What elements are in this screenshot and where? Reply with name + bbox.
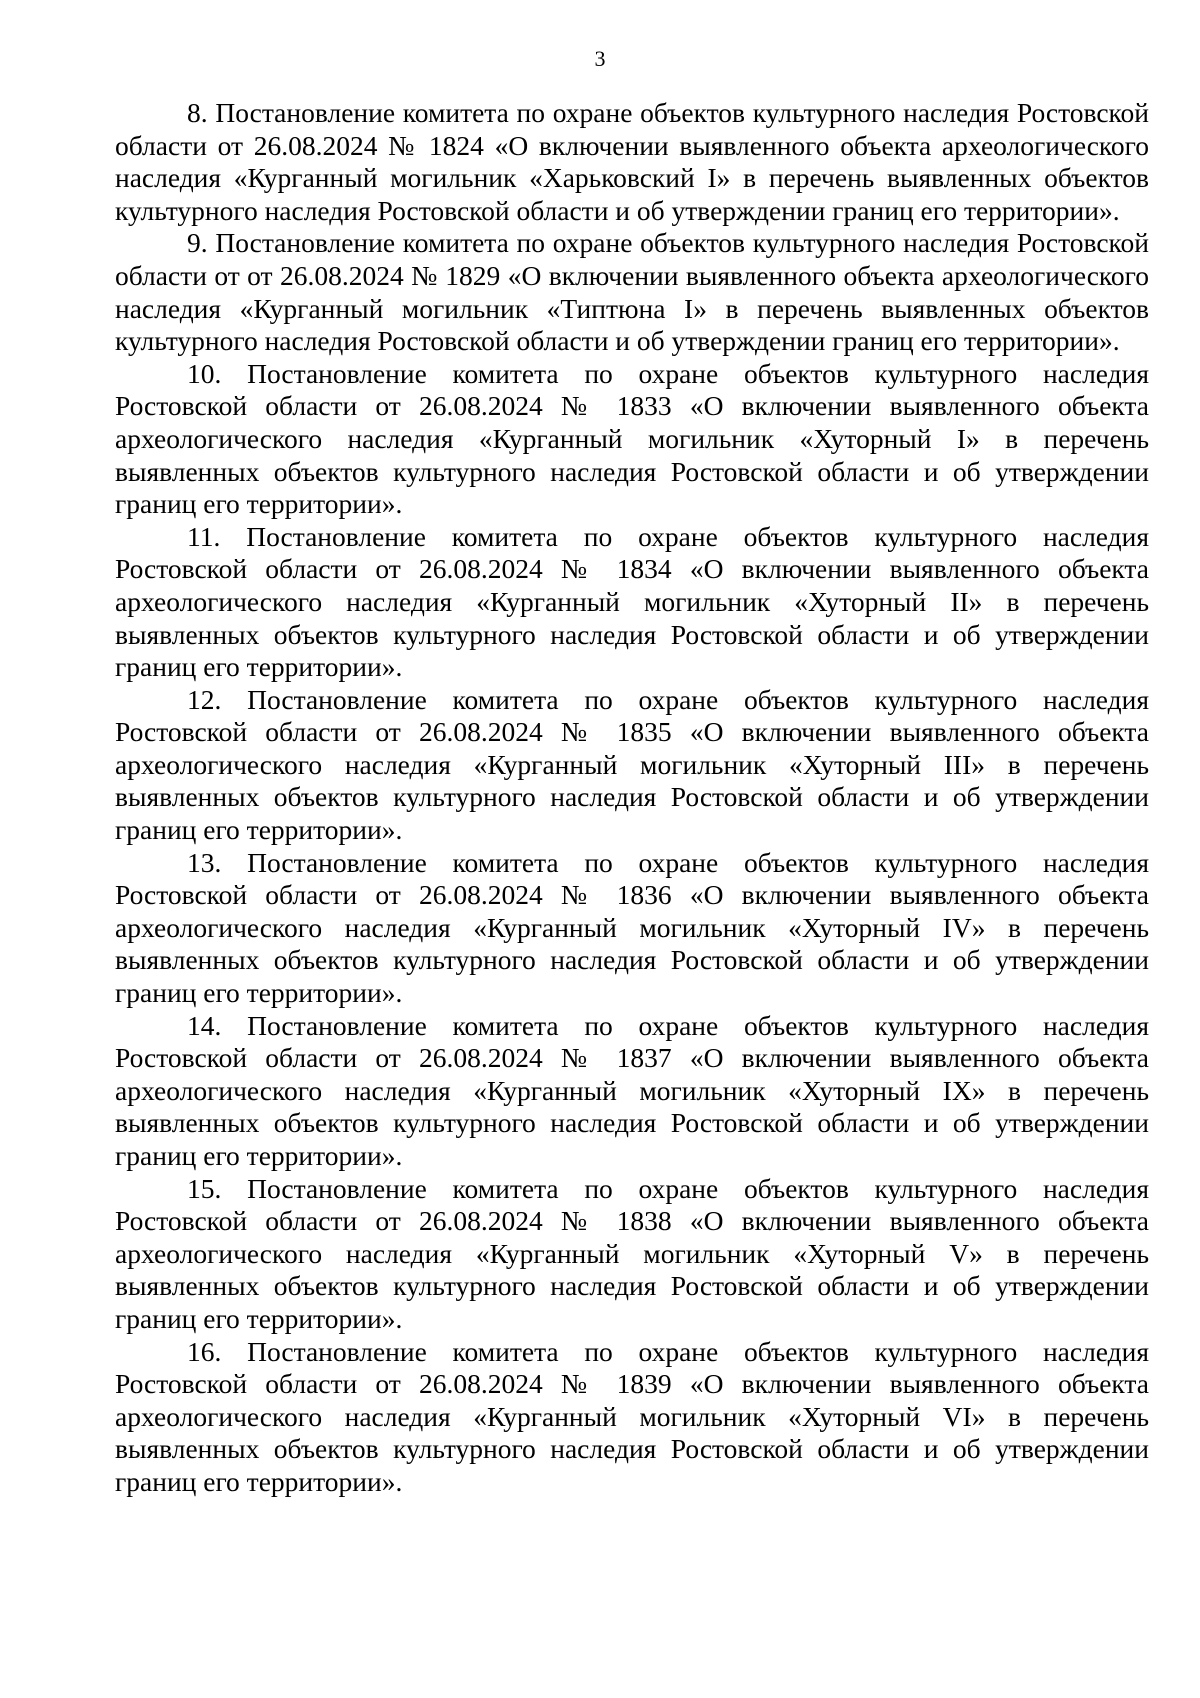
list-item: 13. Постановление комитета по охране объектов культурного наследия Ростовской области от 26.08.2024 № 1836 «О включении выявленного объекта археологического наследия «Курганный могильник «Хуторный IV» в перечень выявленных объектов культурного наследия Ростовской области и об утверждении границ его территории». (115, 846, 1149, 1009)
list-item: 16. Постановление комитета по охране объектов культурного наследия Ростовской области от 26.08.2024 № 1839 «О включении выявленного объекта археологического наследия «Курганный могильник «Хуторный VI» в перечень выявленных объектов культурного наследия Ростовской области и об утверждении границ его территории». (115, 1335, 1149, 1497)
page-number: 3 (594, 46, 606, 71)
document-body (115, 97, 1149, 1499)
list-item: 14. Постановление комитета по охране объектов культурного наследия Ростовской области от 26.08.2024 № 1837 «О включении выявленного объекта археологического наследия «Курганный могильник «Хуторный IX» в перечень выявленных объектов культурного наследия Ростовской области и об утверждении границ его территории». (115, 1009, 1149, 1171)
list-item: 11. Постановление комитета по охране объектов культурного наследия Ростовской области от 26.08.2024 № 1834 «О включении выявленного объекта археологического наследия «Курганный могильник «Хуторный II» в перечень выявленных объектов культурного наследия Ростовской области и об утверждении границ его территории». (115, 520, 1149, 683)
list-item: 12. Постановление комитета по охране объектов культурного наследия Ростовской области от 26.08.2024 № 1835 «О включении выявленного объекта археологического наследия «Курганный могильник «Хуторный III» в перечень выявленных объектов культурного наследия Ростовской области и об утверждении границ его территории». (115, 683, 1149, 846)
list-item: 15. Постановление комитета по охране объектов культурного наследия Ростовской области от 26.08.2024 № 1838 «О включении выявленного объекта археологического наследия «Курганный могильник «Хуторный V» в перечень выявленных объектов культурного наследия Ростовской области и об утверждении границ его территории». (115, 1172, 1149, 1334)
list-item: 8. Постановление комитета по охране объектов культурного наследия Ростовской области от 26.08.2024 № 1824 «О включении выявленного объекта археологического наследия «Курганный могильник «Харьковский I» в перечень выявленных объектов культурного наследия Ростовской области и об утверждении границ его территории». (115, 97, 1149, 226)
list-item: 10. Постановление комитета по охране объектов культурного наследия Ростовской области от 26.08.2024 № 1833 «О включении выявленного объекта археологического наследия «Курганный могильник «Хуторный I» в перечень выявленных объектов культурного наследия Ростовской области и об утверждении границ его территории». (115, 357, 1149, 520)
list-item: 9. Постановление комитета по охране объектов культурного наследия Ростовской области от от 26.08.2024 № 1829 «О включении выявленного объекта археологического наследия «Курганный могильник «Типтюна I» в перечень выявленных объектов культурного наследия Ростовской области и об утверждении границ его территории». (115, 227, 1149, 357)
